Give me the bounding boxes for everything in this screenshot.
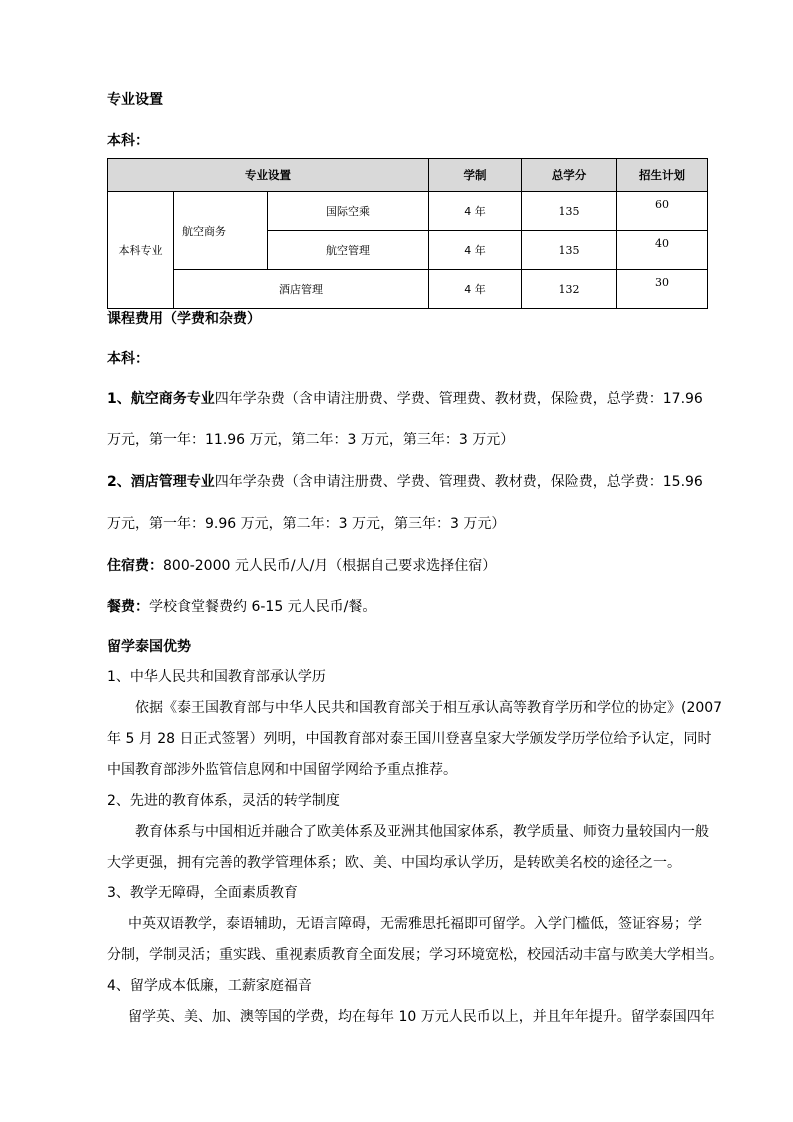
undergrad-label-fees: 本科： — [107, 351, 149, 367]
advantage-3-line1: 中英双语教学，泰语辅助，无语言障碍，无需雅思托福即可留学。入学门槛低，签证容易；学 — [128, 916, 702, 932]
major-cell: 酒店管理 — [174, 270, 429, 309]
advantage-4-line1: 留学英、美、加、澳等国的学费，均在每年 10 万元人民币以上，并且年年提升。留学泰国四年 — [128, 1009, 715, 1025]
credits-cell: 132 — [522, 270, 617, 309]
undergrad-label: 本科： — [107, 133, 149, 149]
fee-hotel-line2: 万元，第一年：9.96 万元，第二年：3 万元，第三年：3 万元） — [107, 516, 506, 532]
header-years: 学制 — [429, 159, 522, 192]
plan-cell: 40 — [617, 231, 708, 270]
years-cell: 4 年 — [429, 270, 522, 309]
program-table — [107, 158, 708, 309]
meal-fee — [107, 597, 376, 617]
credits-cell: 135 — [522, 192, 617, 231]
advantage-3-title: 3、教学无障碍，全面素质教育 — [107, 885, 298, 901]
table-row — [108, 192, 708, 231]
fees-title: 课程费用（学费和杂费） — [107, 311, 261, 327]
advantage-2-line1: 教育体系与中国相近并融合了欧美体系及亚洲其他国家体系，教学质量、师资力量较国内一般 — [135, 824, 709, 840]
meal-label: 餐费： — [107, 599, 149, 615]
housing-text: 800-2000 元人民币/人/月（根据自己要求选择住宿） — [163, 558, 497, 574]
section-title: 专业设置 — [107, 92, 163, 108]
fee-hotel-label: 2、酒店管理专业 — [107, 474, 215, 490]
fee-hotel-line1 — [107, 472, 703, 492]
group-cell: 航空商务 — [174, 192, 268, 270]
advantages-title: 留学泰国优势 — [107, 639, 191, 655]
fee-aviation-line1 — [107, 389, 703, 409]
header-plan: 招生计划 — [617, 159, 708, 192]
fee-aviation-text: 四年学杂费（含申请注册费、学费、管理费、教材费，保险费，总学费：17.96 — [214, 391, 703, 407]
advantage-1-line2: 年 5 月 28 日正式签署）列明，中国教育部对泰王国川登喜皇家大学颁发学历学位给予认定，同时 — [107, 731, 712, 747]
years-cell: 4 年 — [429, 231, 522, 270]
fee-aviation-line2: 万元，第一年：11.96 万元，第二年：3 万元，第三年：3 万元） — [107, 432, 515, 448]
advantage-1-title: 1、中华人民共和国教育部承认学历 — [107, 669, 326, 685]
advantage-3-line2: 分制，学制灵活；重实践、重视素质教育全面发展；学习环境宽松，校园活动丰富与欧美大学相当。 — [107, 947, 723, 963]
advantage-1-line1: 依据《泰王国教育部与中华人民共和国教育部关于相互承认高等教育学历和学位的协定》(2007 — [135, 700, 723, 716]
years-cell: 4 年 — [429, 192, 522, 231]
table-header-row — [108, 159, 708, 192]
header-credits: 总学分 — [522, 159, 617, 192]
fee-hotel-text: 四年学杂费（含申请注册费、学费、管理费、教材费，保险费，总学费：15.96 — [214, 474, 703, 490]
category-cell: 本科专业 — [108, 192, 174, 309]
housing-fee — [107, 556, 496, 576]
advantage-2-title: 2、先进的教育体系，灵活的转学制度 — [107, 793, 340, 809]
major-cell: 航空管理 — [268, 231, 429, 270]
plan-cell: 60 — [617, 192, 708, 231]
meal-text: 学校食堂餐费约 6-15 元人民币/餐。 — [149, 599, 377, 615]
advantage-2-line2: 大学更强，拥有完善的教学管理体系；欧、美、中国均承认学历，是转欧美名校的途径之一。 — [107, 855, 681, 871]
table-row — [108, 270, 708, 309]
advantage-4-title: 4、留学成本低廉，工薪家庭福音 — [107, 978, 312, 994]
credits-cell: 135 — [522, 231, 617, 270]
housing-label: 住宿费： — [107, 558, 163, 574]
major-cell: 国际空乘 — [268, 192, 429, 231]
fee-aviation-label: 1、航空商务专业 — [107, 391, 215, 407]
header-program: 专业设置 — [108, 159, 429, 192]
plan-cell: 30 — [617, 270, 708, 309]
advantage-1-line3: 中国教育部涉外监管信息网和中国留学网给予重点推荐。 — [107, 762, 457, 778]
